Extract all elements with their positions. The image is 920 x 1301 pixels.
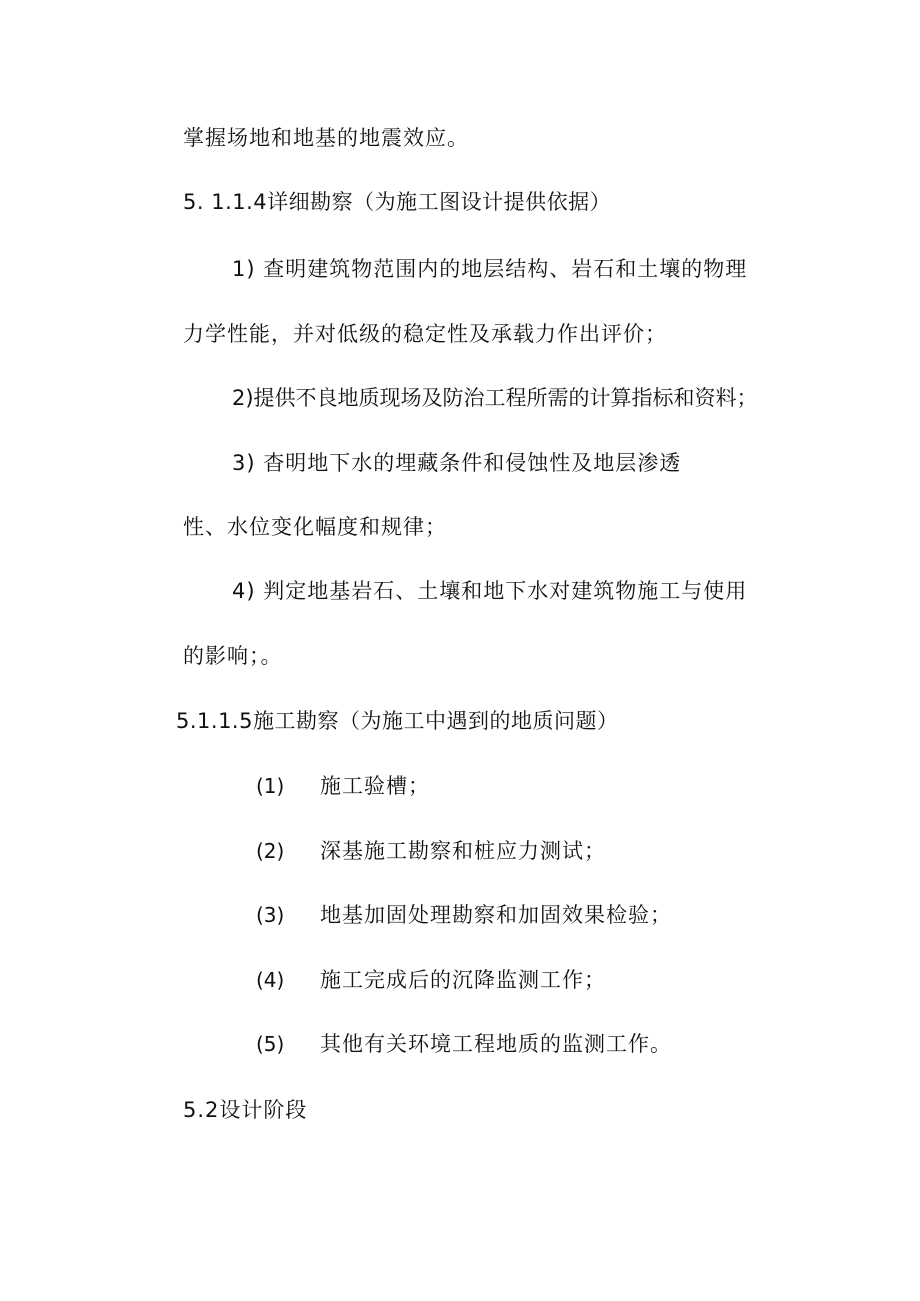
list-item-text: 地基加固处理勘察和加固效果检验； — [320, 903, 672, 927]
list-number: (2) — [256, 839, 285, 863]
list-item-2: 2)提供不良地质现场及防治工程所需的计算指标和资料； — [232, 386, 758, 410]
list-item-4-line-1: 4) 判定地基岩石、土壤和地下水对建筑物施工与使用 — [232, 579, 748, 603]
list-number: (5) — [256, 1032, 285, 1056]
list-item-1-line-2: 力学性能，并对低级的稳定性及承载力作出评价； — [183, 322, 667, 346]
list-item-text: 深基施工勘察和桩应力测试； — [320, 839, 606, 863]
list-item-3-line-1: 3) 杳明地下水的埋藏条件和侵蚀性及地层渗透 — [232, 451, 682, 475]
section-heading-5-1-1-4: 5. 1.1.4详细勘察（为施工图设计提供依据） — [183, 190, 612, 214]
list-item-3-line-2: 性、水位变化幅度和规律； — [183, 515, 447, 539]
list-number: (4) — [256, 968, 285, 992]
list-item-1-line-1: 1) 查明建筑物范围内的地层结构、岩石和土壤的物理 — [232, 257, 748, 281]
list-number: (1) — [256, 774, 285, 798]
list-item-text: 施工验槽； — [320, 774, 430, 798]
paragraph-text: 掌握场地和地基的地震效应。 — [183, 126, 469, 150]
list-number: (3) — [256, 903, 285, 927]
list-item-4-line-2: 的影响；。 — [183, 644, 283, 668]
list-item-text: 施工完成后的沉降监测工作； — [320, 968, 606, 992]
section-heading-5-1-1-5: 5.1.1.5施工勘察（为施工中遇到的地质问题） — [176, 709, 619, 733]
list-item-text: 其他有关环境工程地质的监测工作。 — [320, 1032, 672, 1056]
section-heading-5-2: 5.2设计阶段 — [183, 1098, 308, 1122]
